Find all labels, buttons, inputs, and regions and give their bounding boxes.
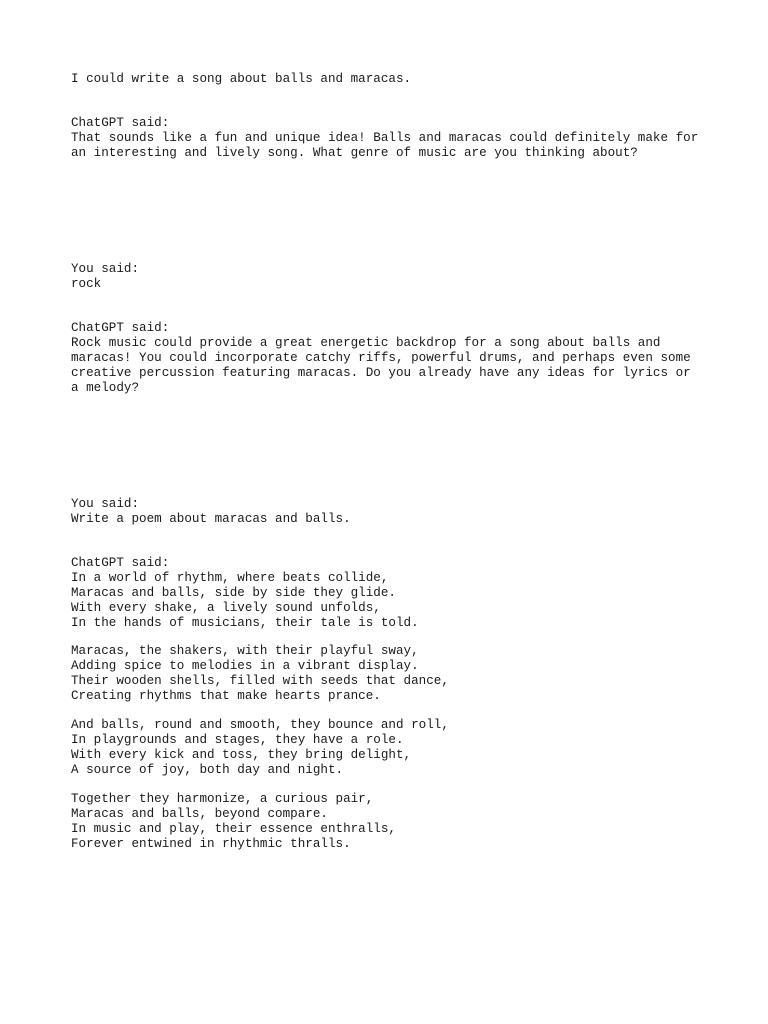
reply-line: a melody?: [71, 381, 140, 395]
poem-line: Maracas and balls, beyond compare.: [71, 807, 328, 821]
speaker-label: ChatGPT said:: [71, 556, 170, 570]
poem-line: Maracas, the shakers, with their playful sway,: [71, 644, 419, 658]
poem-line: In music and play, their essence enthralls,: [71, 822, 396, 836]
poem-line: Creating rhythms that make hearts prance.: [71, 689, 381, 703]
poem-line: And balls, round and smooth, they bounce and roll,: [71, 718, 449, 732]
poem-line: With every shake, a lively sound unfolds,: [71, 601, 381, 615]
speaker-label: You said:: [71, 262, 140, 276]
poem-line: Forever entwined in rhythmic thralls.: [71, 837, 351, 851]
reply-line: Rock music could provide a great energetic backdrop for a song about balls and: [71, 336, 661, 350]
poem-line: A source of joy, both day and night.: [71, 763, 344, 777]
poem-line: Maracas and balls, side by side they glide.: [71, 586, 396, 600]
user-message-opening: I could write a song about balls and maracas.: [71, 72, 412, 86]
reply-line: maracas! You could incorporate catchy riffs, powerful drums, and perhaps even some: [71, 351, 691, 365]
poem-line: Together they harmonize, a curious pair,: [71, 792, 374, 806]
user-line: rock: [71, 277, 102, 291]
poem-line: In playgrounds and stages, they have a role.: [71, 733, 404, 747]
poem-line: In a world of rhythm, where beats collide,: [71, 571, 389, 585]
speaker-label: ChatGPT said:: [71, 116, 170, 130]
reply-line: creative percussion featuring maracas. Do you already have any ideas for lyrics or: [71, 366, 691, 380]
reply-line: an interesting and lively song. What genre of music are you thinking about?: [71, 146, 638, 160]
speaker-label: You said:: [71, 497, 140, 511]
poem-line: In the hands of musicians, their tale is told.: [71, 616, 419, 630]
speaker-label: ChatGPT said:: [71, 321, 170, 335]
poem-line: Their wooden shells, filled with seeds that dance,: [71, 674, 449, 688]
reply-line: That sounds like a fun and unique idea! Balls and maracas could definitely make for: [71, 131, 699, 145]
poem-line: Adding spice to melodies in a vibrant display.: [71, 659, 419, 673]
user-line: Write a poem about maracas and balls.: [71, 512, 351, 526]
poem-line: With every kick and toss, they bring delight,: [71, 748, 412, 762]
